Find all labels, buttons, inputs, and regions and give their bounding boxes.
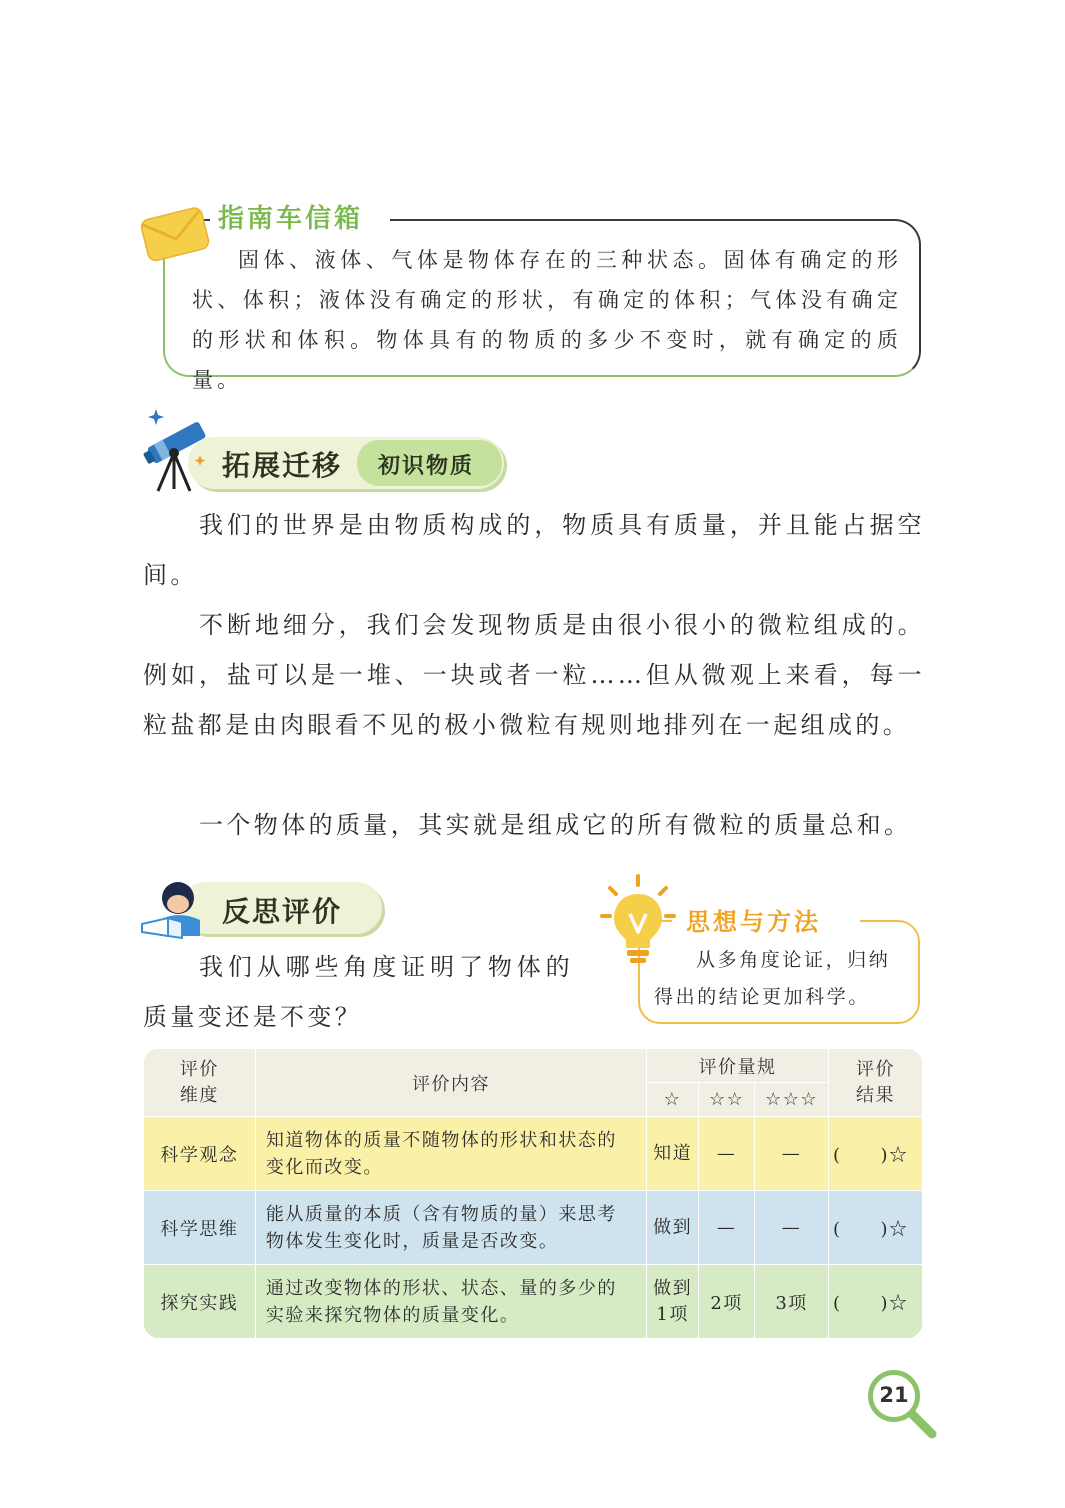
row-dimension: 科学思维 bbox=[144, 1191, 256, 1265]
row-result[interactable]: ( )☆ bbox=[829, 1191, 923, 1265]
table-row bbox=[144, 1117, 923, 1191]
extension-title: 拓展迁移 bbox=[222, 449, 343, 482]
table-row bbox=[144, 1191, 923, 1265]
paragraph-1: 我们的世界是由物质构成的，物质具有质量，并且能占据空间。 bbox=[143, 511, 925, 589]
row-result[interactable]: ( )☆ bbox=[829, 1117, 923, 1191]
header-star-2: ☆☆ bbox=[699, 1083, 755, 1117]
header-dimension: 评价维度 bbox=[144, 1049, 256, 1117]
row-star-3: — bbox=[755, 1191, 829, 1265]
row-dimension: 科学观念 bbox=[144, 1117, 256, 1191]
page-number: 21 bbox=[879, 1383, 909, 1407]
row-star-1: 做到1项 bbox=[647, 1265, 699, 1339]
header-result: 评价结果 bbox=[829, 1049, 923, 1117]
reflection-title: 反思评价 bbox=[222, 895, 343, 928]
evaluation-table bbox=[143, 1048, 923, 1339]
row-star-1: 做到 bbox=[647, 1191, 699, 1265]
row-content: 知道物体的质量不随物体的形状和状态的变化而改变。 bbox=[255, 1117, 646, 1191]
row-star-2: — bbox=[699, 1191, 755, 1265]
letter-title: 指南车信箱 bbox=[218, 204, 364, 234]
thought-text: 从多角度论证，归纳得出的结论更加科学。 bbox=[654, 949, 891, 1008]
reflection-question: 我们从哪些角度证明了物体的质量变还是不变？ bbox=[143, 953, 573, 1031]
row-star-2: — bbox=[699, 1117, 755, 1191]
thought-title: 思想与方法 bbox=[686, 908, 821, 936]
telescope-icon bbox=[138, 403, 218, 493]
header-rubric: 评价量规 bbox=[647, 1049, 829, 1083]
letter-text: 固体、液体、气体是物体存在的三种状态。固体有确定的形状、体积；液体没有确定的形状，有确定的体积；气体没有确定的形状和体积。物体具有的物质的多少不变时，就有确定的质量。 bbox=[192, 248, 902, 392]
paragraph-2: 不断地细分，我们会发现物质是由很小很小的微粒组成的。例如，盐可以是一堆、一块或者一粒……但从微观上来看，每一粒盐都是由肉眼看不见的极小微粒有规则地排列在一起组成的。 bbox=[143, 611, 925, 739]
row-star-1: 知道 bbox=[647, 1117, 699, 1191]
header-star-1: ☆ bbox=[647, 1083, 699, 1117]
row-star-2: 2项 bbox=[699, 1265, 755, 1339]
table-row bbox=[144, 1265, 923, 1339]
row-content: 通过改变物体的形状、状态、量的多少的实验来探究物体的质量变化。 bbox=[255, 1265, 646, 1339]
row-star-3: — bbox=[755, 1117, 829, 1191]
paragraph-3: 一个物体的质量，其实就是组成它的所有微粒的质量总和。 bbox=[199, 811, 912, 839]
extension-subtitle: 初识物质 bbox=[378, 454, 475, 479]
reading-student-icon bbox=[138, 874, 208, 940]
header-content: 评价内容 bbox=[255, 1049, 646, 1117]
row-content: 能从质量的本质（含有物质的量）来思考物体发生变化时，质量是否改变。 bbox=[255, 1191, 646, 1265]
row-star-3: 3项 bbox=[755, 1265, 829, 1339]
row-result[interactable]: ( )☆ bbox=[829, 1265, 923, 1339]
header-star-3: ☆☆☆ bbox=[755, 1083, 829, 1117]
row-dimension: 探究实践 bbox=[144, 1265, 256, 1339]
